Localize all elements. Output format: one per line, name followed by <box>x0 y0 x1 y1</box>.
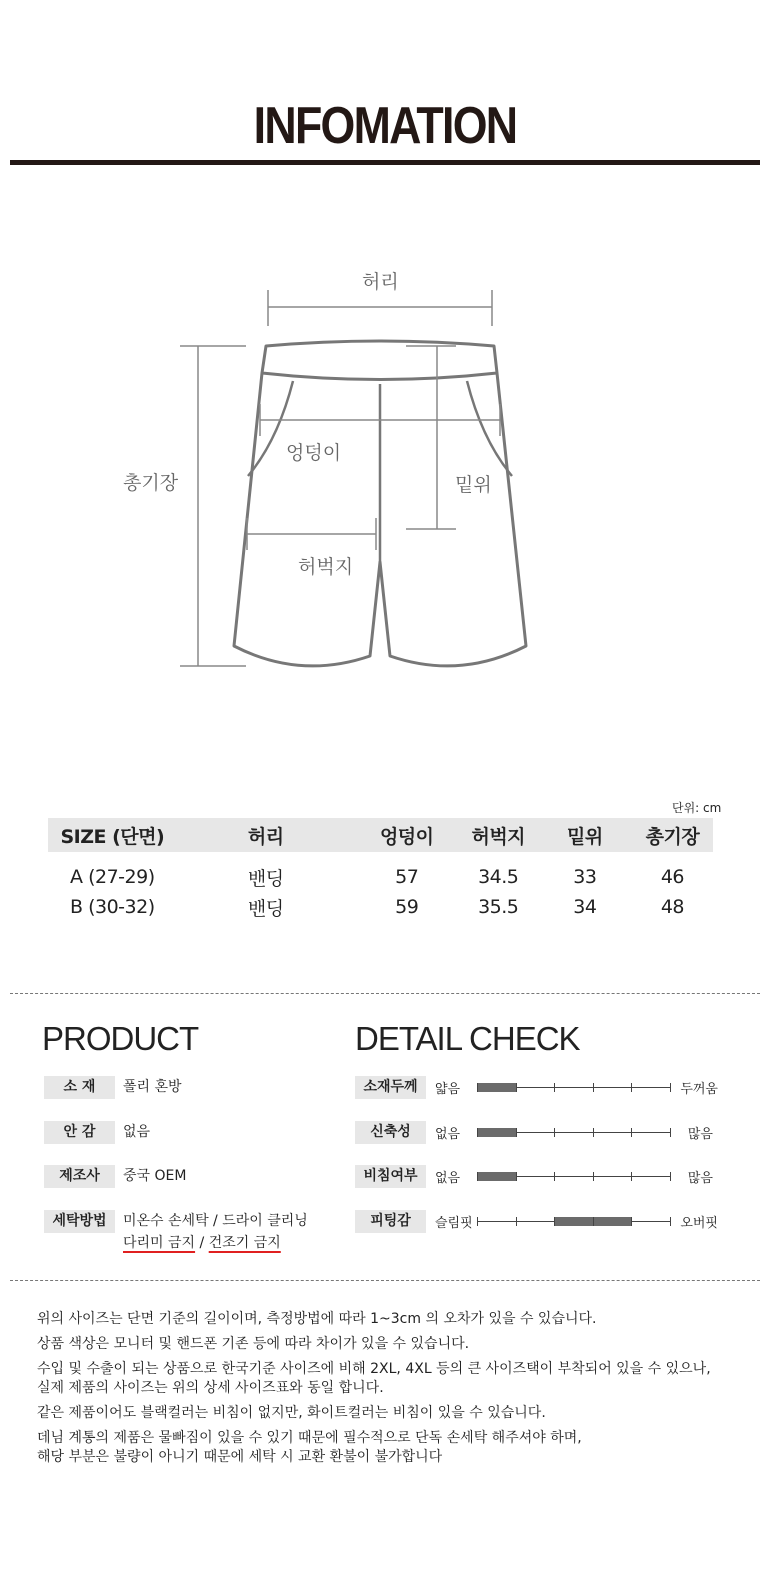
table-row <box>48 862 713 892</box>
title-divider <box>10 160 760 165</box>
table-cell: 35.5 <box>478 896 519 918</box>
table-cell: B (30-32) <box>70 896 155 918</box>
table-cell: A (27-29) <box>70 866 155 888</box>
size-diagram <box>0 240 770 700</box>
table-cell: 48 <box>660 896 685 918</box>
waist-label: 허리 <box>362 271 399 293</box>
scale-tick <box>516 1083 517 1092</box>
scale-tick <box>477 1083 478 1092</box>
notice-item: 수입 및 수출이 되는 상품으로 한국기준 사이즈에 비해 2XL, 4XL 등의 큰 사이즈택이 부착되어 있을 수 있으나, 실제 제품의 사이즈는 위의 상세 사이즈표와 동일 합니다. <box>37 1361 711 1396</box>
scale-max-label: 오버핏 <box>680 1216 718 1231</box>
size-table-header <box>48 818 713 852</box>
size-table <box>48 818 713 922</box>
table-cell: 밴딩 <box>247 897 284 920</box>
notice-item: 데님 계통의 제품은 물빠짐이 있을 수 있기 때문에 필수적으로 단독 손세탁 해주셔야 하며, 해당 부분은 불량이 아니기 때문에 세탁 시 교환 환불이 불가합니다 <box>37 1430 582 1465</box>
scale-tick <box>477 1217 478 1226</box>
header-thigh: 허벅지 <box>471 825 526 848</box>
scale-tick <box>554 1217 555 1226</box>
scale-tick <box>516 1217 517 1226</box>
scale-min-label: 슬림핏 <box>435 1216 473 1231</box>
product-row-material <box>44 1076 182 1099</box>
detail-row-sheerness <box>355 1165 713 1188</box>
product-value <box>123 1210 308 1254</box>
notice-item: 같은 제품이어도 블랙컬러는 비침이 없지만, 화이트컬러는 비침이 있을 수 있습니다. <box>37 1405 546 1421</box>
rating-fill <box>477 1128 516 1137</box>
table-cell: 57 <box>395 866 419 888</box>
hip-label: 엉덩이 <box>286 442 342 464</box>
table-cell: 34 <box>573 896 597 918</box>
notice-list <box>37 1310 737 1473</box>
detail-label: 피팅감 <box>355 1210 426 1233</box>
scale-tick <box>554 1172 555 1181</box>
header-waist: 허리 <box>247 825 284 848</box>
scale-tick <box>593 1083 594 1092</box>
scale-tick <box>631 1217 632 1226</box>
product-label: 소 재 <box>44 1076 115 1099</box>
header-rise: 밑위 <box>566 825 603 848</box>
product-label: 세탁방법 <box>44 1210 115 1233</box>
scale-min-label: 없음 <box>435 1127 461 1142</box>
rating-scale <box>477 1221 670 1222</box>
scale-tick <box>670 1217 671 1226</box>
scale-tick <box>516 1172 517 1181</box>
detail-row-stretch <box>355 1121 713 1144</box>
detail-label: 소재두께 <box>355 1076 426 1099</box>
washing-warnings: 다리미 금지 / 건조기 금지 <box>123 1235 281 1251</box>
rating-fill <box>477 1172 516 1181</box>
notice-item: 상품 색상은 모니터 및 핸드폰 기존 등에 따라 차이가 있을 수 있습니다. <box>37 1336 470 1352</box>
page-title: INFOMATION <box>253 97 517 155</box>
header-size: SIZE (단면) <box>60 825 165 848</box>
scale-tick <box>631 1172 632 1181</box>
detail-label: 비침여부 <box>355 1165 426 1188</box>
product-value: 중국 OEM <box>123 1168 187 1184</box>
notice-item: 위의 사이즈는 단면 기준의 길이이며, 측정방법에 따라 1~3cm 의 오차가 있을 수 있습니다. <box>37 1311 597 1327</box>
section-divider <box>10 1280 760 1281</box>
detail-title: DETAIL CHECK <box>355 1020 580 1057</box>
no-iron-warning: 다리미 금지 <box>123 1235 196 1251</box>
table-cell: 34.5 <box>478 866 519 888</box>
product-label: 안 감 <box>44 1121 115 1144</box>
scale-tick <box>554 1128 555 1137</box>
rise-label: 밑위 <box>455 474 492 496</box>
scale-tick <box>670 1128 671 1137</box>
scale-tick <box>593 1172 594 1181</box>
table-cell: 59 <box>395 896 419 918</box>
scale-tick <box>516 1128 517 1137</box>
scale-max-label: 많음 <box>687 1127 713 1142</box>
thigh-label: 허벅지 <box>298 556 354 578</box>
product-value: 없음 <box>123 1124 151 1140</box>
product-title: PRODUCT <box>42 1020 199 1057</box>
product-row-washing <box>44 1210 308 1254</box>
product-row-maker <box>44 1165 186 1188</box>
scale-tick <box>670 1172 671 1181</box>
scale-tick <box>477 1172 478 1181</box>
scale-tick <box>631 1083 632 1092</box>
shorts-illustration <box>0 240 770 700</box>
scale-tick <box>670 1083 671 1092</box>
table-row <box>48 892 713 922</box>
header-hip: 엉덩이 <box>379 825 434 848</box>
rating-fill <box>477 1083 516 1092</box>
rating-scale <box>477 1176 670 1177</box>
scale-tick <box>593 1128 594 1137</box>
scale-max-label: 두꺼움 <box>680 1082 718 1097</box>
product-row-lining <box>44 1121 150 1144</box>
detail-row-fit <box>355 1210 718 1233</box>
no-dryer-warning: 건조기 금지 <box>208 1235 281 1251</box>
scale-tick <box>593 1217 594 1226</box>
section-divider <box>10 993 760 994</box>
rating-scale <box>477 1132 670 1133</box>
detail-label: 신축성 <box>355 1121 426 1144</box>
header-length: 총기장 <box>645 825 700 848</box>
detail-row-thickness <box>355 1076 718 1099</box>
scale-tick <box>477 1128 478 1137</box>
product-value: 폴리 혼방 <box>123 1079 182 1095</box>
unit-label: 단위: cm <box>672 801 722 815</box>
scale-max-label: 많음 <box>687 1171 713 1186</box>
washing-method: 미온수 손세탁 / 드라이 클리닝 <box>123 1213 308 1229</box>
scale-min-label: 얇음 <box>435 1082 461 1097</box>
scale-tick <box>554 1083 555 1092</box>
product-label: 제조사 <box>44 1165 115 1188</box>
rating-scale <box>477 1087 670 1088</box>
table-cell: 밴딩 <box>247 867 284 890</box>
length-label: 총기장 <box>123 472 179 494</box>
scale-min-label: 없음 <box>435 1171 461 1186</box>
table-cell: 46 <box>660 866 685 888</box>
scale-tick <box>631 1128 632 1137</box>
table-cell: 33 <box>573 866 597 888</box>
